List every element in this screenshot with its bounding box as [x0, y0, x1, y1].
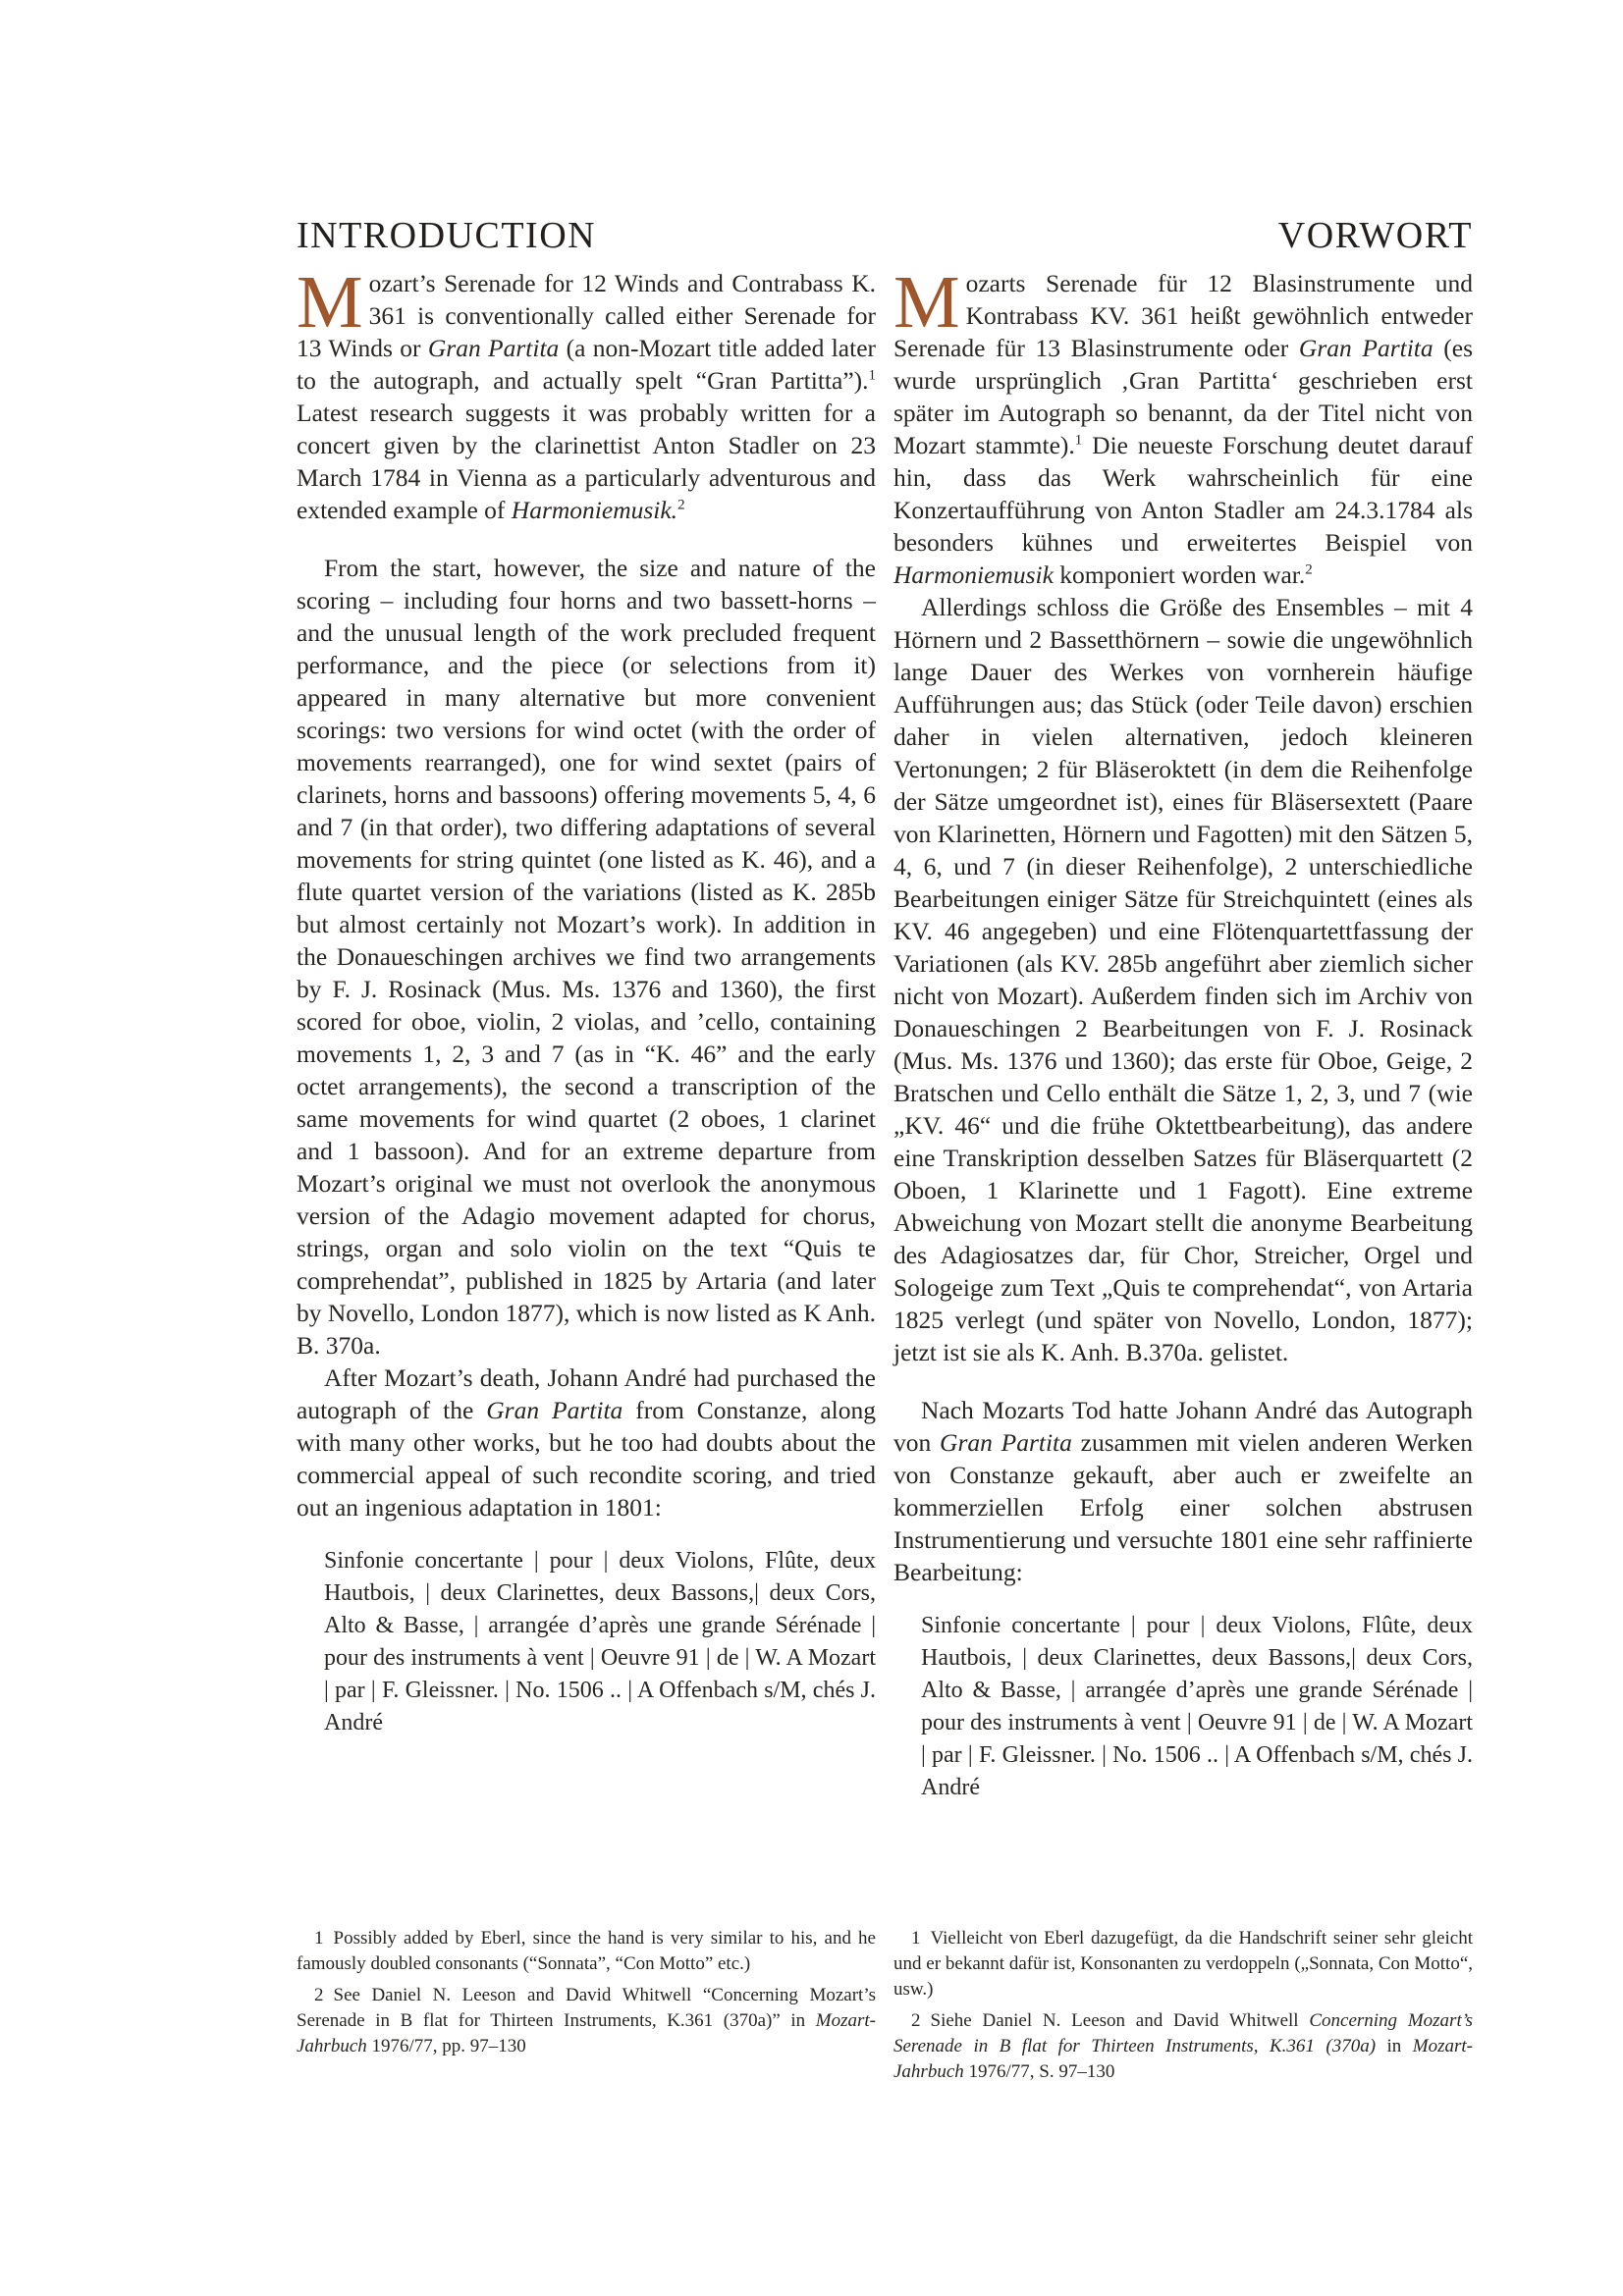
vorwort-paragraph-1: Mozarts Serenade für 12 Blasinstrumente und Kontrabass KV. 361 heißt gewöhnlich entweder Serenade für 13 Blasinstrumente oder Gran Partita (es wurde ursprünglich ‚Gran Partitta‘ geschrieben erst später im Autograph so benannt, da der Titel nicht von Mozart stammte).$^1$ Die neueste Forschung deutet darauf hin, dass das Werk wahrscheinlich für eine Konzertaufführung von Anton Stadler am 24.3.1784 als besonders kühnes und erweitertes Beispiel von Harmoniemusik komponiert worden war.$^2$ [893, 261, 1474, 589]
footnote-1: 1 Possibly added by Eberl, since the hand is very similar to his, and he famously doubled consonants (“Sonnata”, “Con Motto” etc.) [297, 1928, 876, 1974]
vorwort-heading: VORWORT [1277, 215, 1473, 256]
intro-paragraph-1: Mozart’s Serenade for 12 Winds and Contrabass K. 361 is conventionally called either Serenade for 13 Winds or Gran Partita (a non-Mozart title added later to the autograph, and actually spelt “Gran Partitta”).$^1$ Latest research suggests it was probably written for a concert given by the clarinettist Anton Stadler on 23 March 1784 in Vienna as a particularly adventurous and extended example of Harmoniemusik.$^2$ [297, 261, 877, 524]
introduction-heading: INTRODUCTION [297, 215, 597, 256]
title-page-quote: Sinfonie concertante | pour | deux Violons, Flûte, deux Hautbois, | deux Clarinettes, deux Bassons,| deux Cors, Alto & Basse, | arrangée d’après une grande Sérénade | pour des instruments à vent | Oeuvre 91 | de | W. A Mozart | par | F. Gleissner. | No. 1506 .. | A Offenbach s/M, chés J. André [324, 1548, 876, 1735]
intro-paragraph-3: After Mozart’s death, Johann André had purchased the autograph of the Gran Partita from Constanze, along with many other works, but he too had doubts about the commercial appeal of such recondite scoring, and tried out an ingenious adaptation in 1801: [297, 1363, 877, 1522]
footnote-ref-2[interactable]: 2 [677, 497, 685, 513]
vorwort-paragraph-2: Allerdings schloss die Größe des Ensembles – mit 4 Hörnern und 2 Bassetthörnern – sowie die ungewöhnlich lange Dauer des Werkes von vornherein häufige Aufführungen aus; das Stück (oder Teile davon) erschien daher in vielen alternativen, jedoch kleineren Vertonungen; 2 für Bläseroktett (in dem die Reihenfolge der Sätze umgeordnet ist), eines für Bläsersextett (Paare von Klarinetten, Hörnern und Fagotten) mit den Sätzen 5, 4, 6, und 7 (in dieser Reihenfolge), 2 unterschiedliche Bearbeitungen einiger Sätze für Streichquintett (eines als KV. 46 angegeben) und eine Flötenquartettfassung der Variationen (als KV. 285b angeführt aber ziemlich sicher nicht von Mozart). Außerdem finden sich im Archiv von Donaueschingen 2 Bearbeitungen von F. J. Rosinack (Mus. Ms. 1376 und 1360); das erste für Oboe, Geige, 2 Bratschen und Cello enthält die Sätze 1, 2, 3, und 7 (wie „KV. 46“ und die frühe Oktettbearbeitung), das andere eine Transkription desselben Satzes für Bläserquartett (2 Oboen, 1 Klarinette und 1 Fagott). Eine extreme Abweichung von Mozart stellt die anonyme Bearbeitung des Adagiosatzes dar, für Chor, Streicher, Orgel und Sologeige zum Text „Quis te comprehendat“, von Artaria 1825 verlegt (und später von Novello, London, 1877); jetzt ist sie als K. Anh. B.370a. gelistet. [893, 593, 1473, 1366]
vorwort-body [893, 261, 1474, 1588]
introduction-column [297, 214, 876, 1739]
footnote-1: 1 Vielleicht von Eberl dazugefügt, da die Handschrift seiner sehr gleicht und er bekannt dafür ist, Konsonanten zu verdoppeln („Sonnata, Con Motto“, usw.) [893, 1928, 1473, 2000]
vorwort-paragraph-3: Nach Mozarts Tod hatte Johann André das Autograph von Gran Partita zusammen mit vielen anderen Werken von Constanze gekauft, aber auch er zweifelte an kommerziellen Erfolg einer solchen abstrusen Instrumentierung und versuchte 1801 eine sehr raffinierte Bearbeitung: [893, 1396, 1474, 1586]
footnote-ref-1[interactable]: 1 [868, 367, 876, 384]
footnote-2: 2 See Daniel N. Leeson and David Whitwell “Concerning Mozart’s Serenade in B flat for Thirteen Instruments, K.361 (370a)” in Mozart-Jahrbuch 1976/77, pp. 97–130 [297, 1985, 876, 2056]
vorwort-column [893, 214, 1473, 1804]
introduction-footnotes [297, 1926, 876, 2065]
drop-cap: M [893, 261, 960, 344]
title-page-quote: Sinfonie concertante | pour | deux Violons, Flûte, deux Hautbois, | deux Clarinettes, deux Bassons,| deux Cors, Alto & Basse, | arrangée d’après une grande Sérénade | pour des instruments à vent | Oeuvre 91 | de | W. A Mozart | par | F. Gleissner. | No. 1506 .. | A Offenbach s/M, chés J. André [921, 1613, 1473, 1800]
footnote-2: 2 Siehe Daniel N. Leeson and David Whitwell Concerning Mozart’s Serenade in B flat for Thirteen Instruments, K.361 (370a) in Mozart-Jahrbuch 1976/77, S. 97–130 [893, 2010, 1473, 2082]
intro-paragraph-2: From the start, however, the size and nature of the scoring – including four horns and two bassett-horns – and the unusual length of the work precluded frequent performance, and the piece (or selections from it) appeared in many alternative but more convenient scorings: two versions for wind octet (with the order of movements rearranged), one for wind sextet (pairs of clarinets, horns and bassoons) offering movements 5, 4, 6 and 7 (in that order), two differing adaptations of several movements for string quintet (one listed as K. 46), and a flute quartet version of the variations (listed as K. 285b but almost certainly not Mozart’s work). In addition in the Donaueschingen archives we find two arrangements by F. J. Rosinack (Mus. Ms. 1376 and 1360), the first scored for oboe, violin, 2 violas, and ’cello, containing movements 1, 2, 3 and 7 (as in “K. 46” and the early octet arrangements), the second a transcription of the same movements for wind quartet (2 oboes, 1 clarinet and 1 bassoon). And for an extreme departure from Mozart’s original we must not overlook the anonymous version of the Adagio movement adapted for chorus, strings, organ and solo violin on the text “Quis te comprehendat”, published in 1825 by Artaria (and later by Novello, London 1877), which is now listed as K Anh. B. 370a. [297, 554, 876, 1360]
drop-cap: M [297, 261, 363, 344]
footnote-ref-2[interactable]: 2 [1305, 561, 1313, 578]
vorwort-footnotes [893, 1926, 1473, 2091]
footnote-ref-1[interactable]: 1 [1074, 432, 1083, 449]
introduction-body [297, 261, 877, 1523]
